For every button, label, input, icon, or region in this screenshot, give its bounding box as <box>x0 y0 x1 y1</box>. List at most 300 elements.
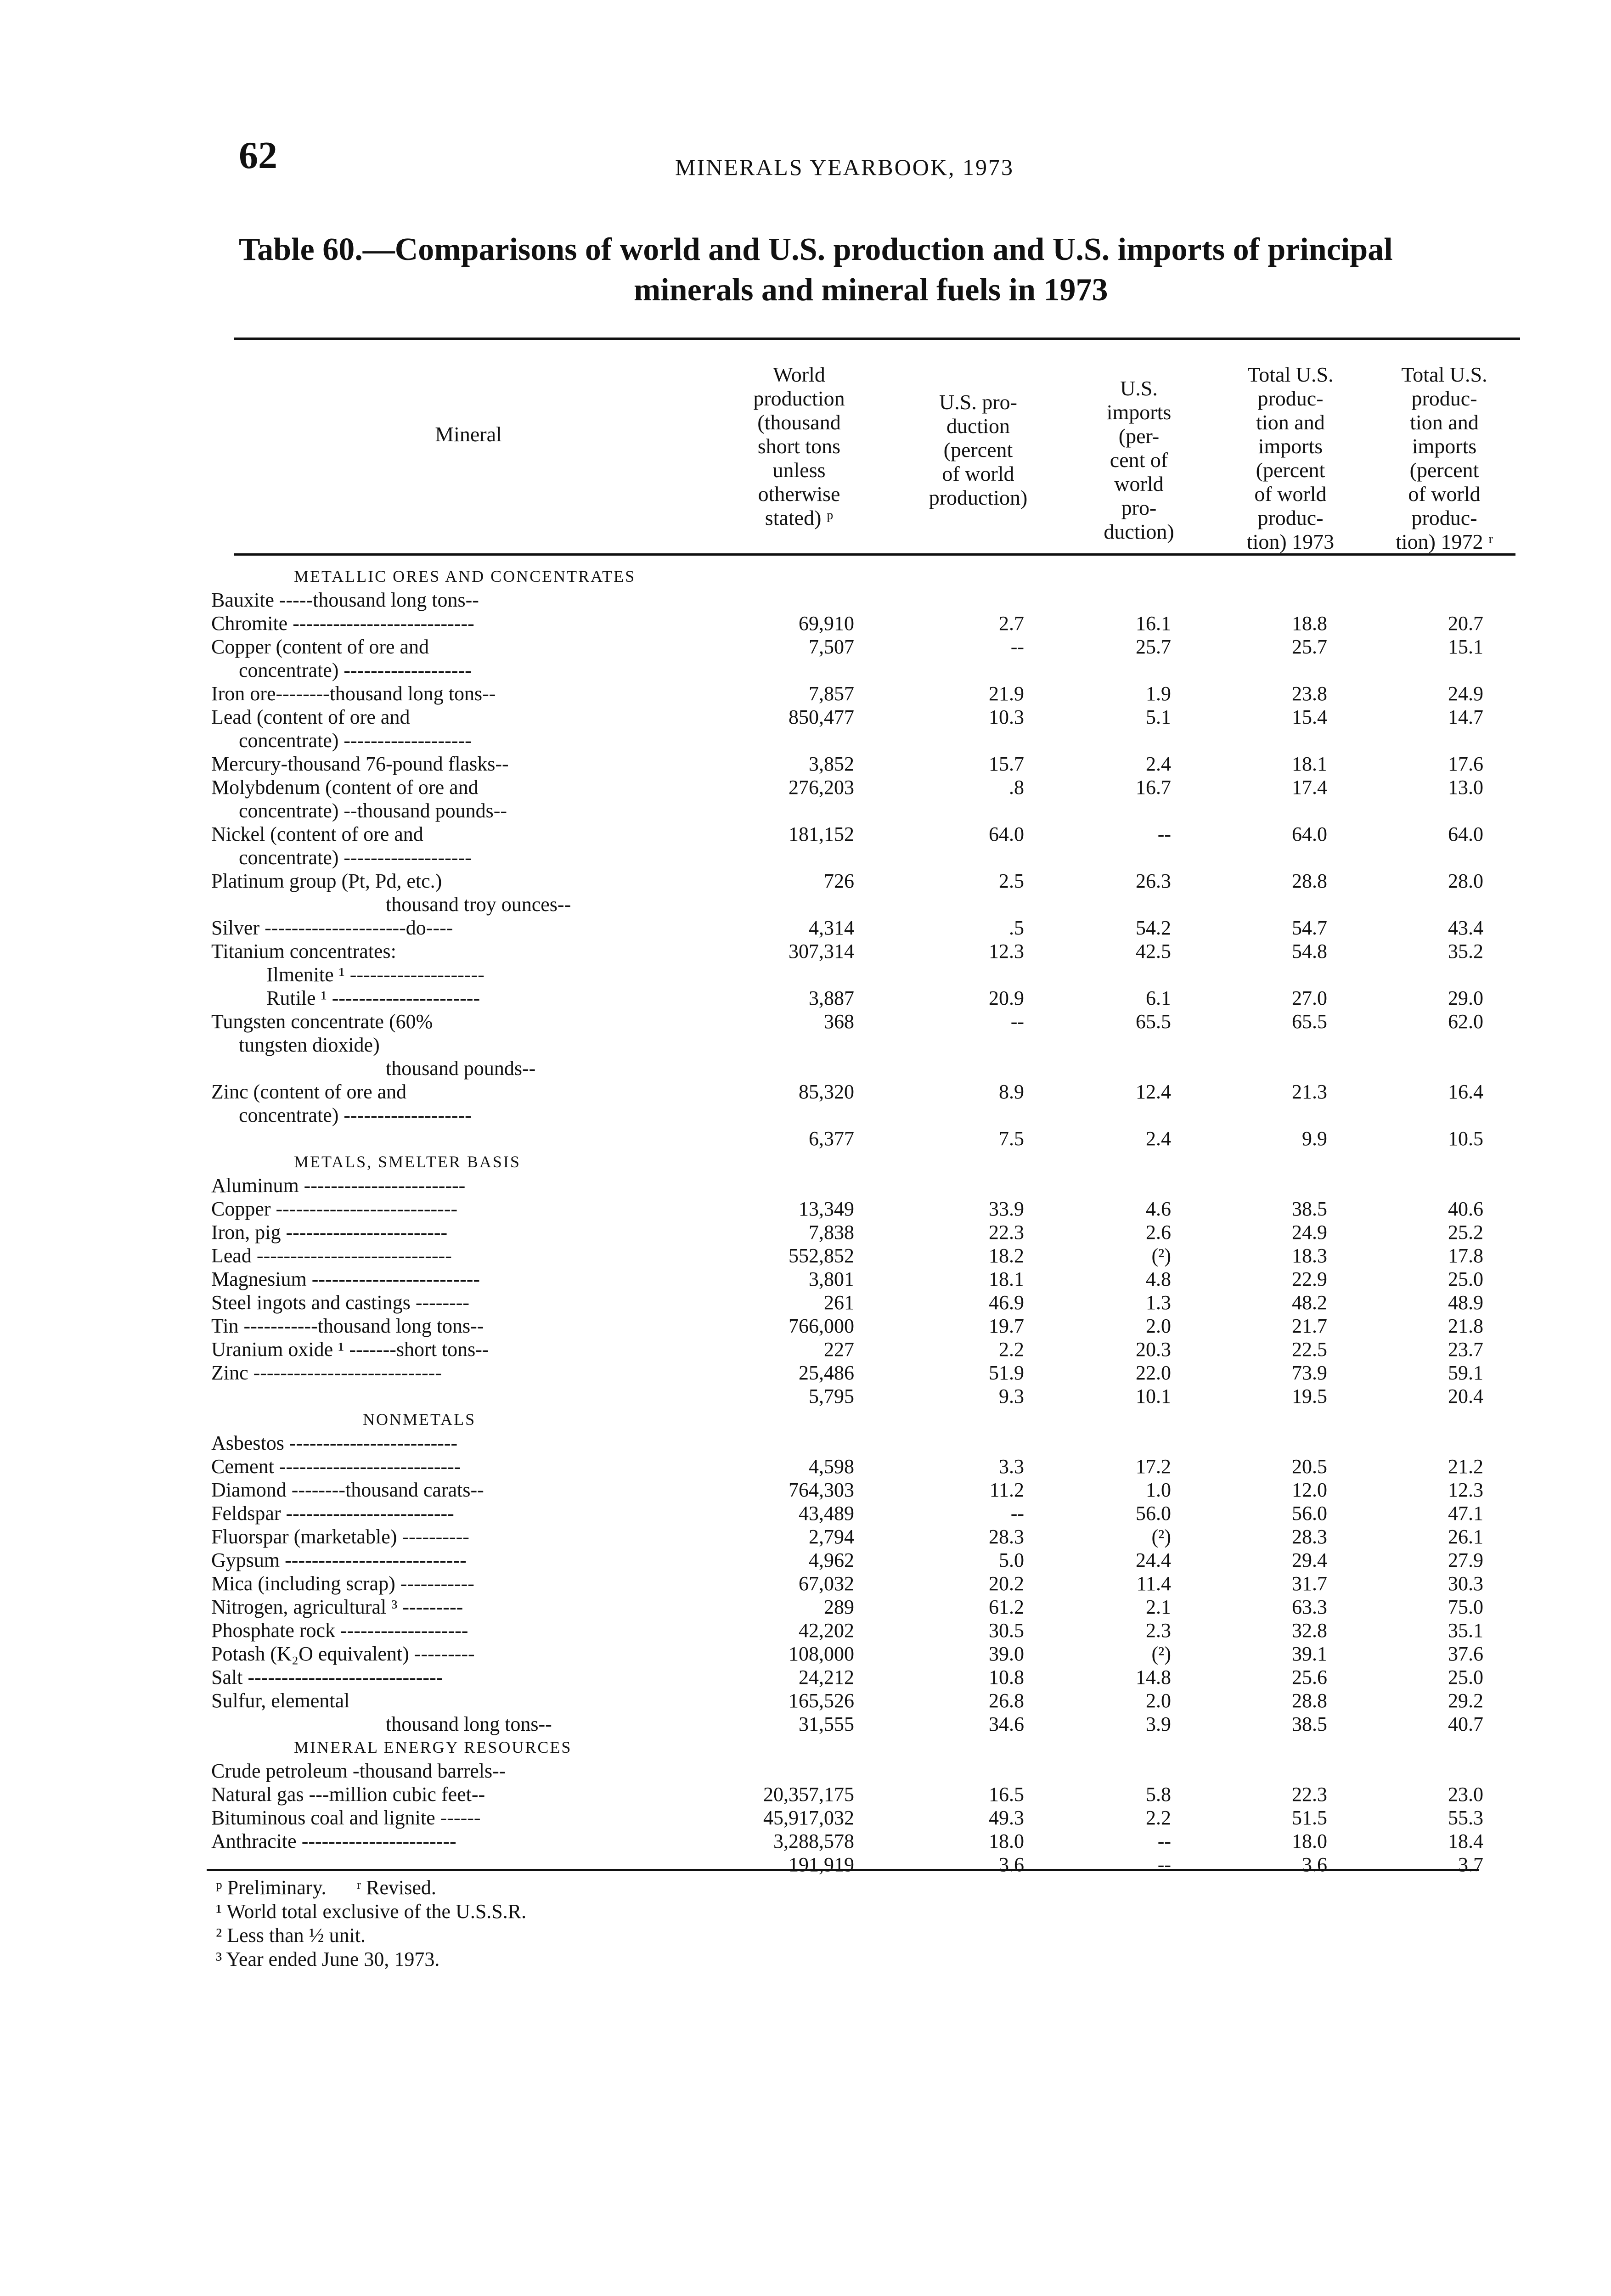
table-row <box>211 893 1511 916</box>
cell-total-1973-pct: 65.5 <box>1292 1010 1327 1033</box>
mineral-label: Iron ore--------thousand long tons-- <box>211 682 496 705</box>
table-row <box>211 916 1511 940</box>
header-line: tion and <box>1410 411 1479 434</box>
mineral-label: Potash (K₂O equivalent) --------- <box>211 1643 475 1665</box>
section-heading <box>211 1408 1511 1431</box>
cell-total-1973-pct: 54.7 <box>1292 917 1327 939</box>
cell-total-1973-pct: 32.8 <box>1292 1619 1327 1642</box>
mineral-label: Titanium concentrates: <box>211 940 396 962</box>
cell-world-production: 368 <box>824 1010 854 1033</box>
cell-total-1972-pct: 20.7 <box>1448 612 1483 635</box>
cell-us-imports-pct: 5.8 <box>1146 1783 1171 1806</box>
cell-total-1972-pct: 23.7 <box>1448 1338 1483 1361</box>
mineral-label: Crude petroleum -thousand barrels-- <box>211 1760 506 1782</box>
cell-us-imports-pct: 1.0 <box>1146 1479 1171 1501</box>
cell-total-1973-pct: 25.7 <box>1292 636 1327 658</box>
header-line: imports <box>1106 400 1172 424</box>
footnote: ¹ World total exclusive of the U.S.S.R. <box>216 1900 527 1923</box>
footnote: ᵖ Preliminary. ʳ Revised. <box>216 1876 436 1899</box>
table-row <box>211 1361 1511 1384</box>
cell-world-production: 67,032 <box>799 1572 854 1595</box>
cell-total-1972-pct: 35.1 <box>1448 1619 1483 1642</box>
cell-total-1972-pct: 43.4 <box>1448 917 1483 939</box>
table-row <box>211 1080 1511 1103</box>
cell-us-production-pct: 10.3 <box>989 706 1024 728</box>
header-line: tion) 1973 <box>1246 530 1335 553</box>
cell-us-imports-pct: 6.1 <box>1146 987 1171 1009</box>
cell-us-imports-pct: 42.5 <box>1136 940 1171 962</box>
mineral-label: Bituminous coal and lignite ------ <box>211 1806 481 1829</box>
header-line: duction <box>946 414 1010 438</box>
cell-total-1973-pct: 19.5 <box>1292 1385 1327 1407</box>
cell-total-1973-pct: 22.5 <box>1292 1338 1327 1361</box>
section-heading <box>211 1736 1511 1759</box>
cell-us-production-pct: 26.8 <box>989 1689 1024 1712</box>
cell-total-1972-pct: 14.7 <box>1448 706 1483 728</box>
header-line: tion) 1972 ʳ <box>1396 530 1493 553</box>
cell-world-production: 764,303 <box>789 1479 854 1501</box>
mineral-label: Phosphate rock ------------------- <box>211 1619 468 1642</box>
cell-us-imports-pct: 10.1 <box>1136 1385 1171 1407</box>
mineral-label: Zinc (content of ore and <box>211 1080 407 1103</box>
header-line: production) <box>929 486 1028 509</box>
mineral-label: Mica (including scrap) ----------- <box>211 1572 474 1595</box>
table-row <box>211 940 1511 963</box>
header-line: world <box>1114 472 1164 495</box>
cell-us-imports-pct: 16.7 <box>1136 776 1171 799</box>
mineral-label: thousand pounds-- <box>386 1057 536 1080</box>
cell-total-1973-pct: 9.9 <box>1302 1127 1327 1150</box>
table-row <box>211 1431 1511 1455</box>
cell-us-production-pct: 20.9 <box>989 987 1024 1009</box>
cell-total-1972-pct: 35.2 <box>1448 940 1483 962</box>
cell-world-production: 289 <box>824 1596 854 1618</box>
cell-total-1973-pct: 3.6 <box>1302 1853 1327 1876</box>
cell-us-imports-pct: 2.4 <box>1146 1127 1171 1150</box>
cell-us-imports-pct: 4.6 <box>1146 1198 1171 1220</box>
cell-us-imports-pct: (²) <box>1151 1643 1171 1665</box>
cell-us-imports-pct: 26.3 <box>1136 870 1171 892</box>
cell-total-1972-pct: 17.8 <box>1448 1244 1483 1267</box>
cell-world-production: 552,852 <box>789 1244 854 1267</box>
cell-us-production-pct: 2.2 <box>999 1338 1024 1361</box>
cell-us-imports-pct: 24.4 <box>1136 1549 1171 1571</box>
cell-total-1973-pct: 18.3 <box>1292 1244 1327 1267</box>
cell-us-production-pct: 19.7 <box>989 1315 1024 1337</box>
cell-total-1972-pct: 18.4 <box>1448 1830 1483 1852</box>
table-row <box>211 1384 1511 1408</box>
cell-world-production: 261 <box>824 1291 854 1314</box>
section-heading <box>211 1150 1511 1174</box>
cell-world-production: 25,486 <box>799 1362 854 1384</box>
cell-world-production: 4,598 <box>809 1455 854 1478</box>
table-title-line-2: minerals and mineral fuels in 1973 <box>634 272 1108 308</box>
table-row <box>211 1548 1511 1572</box>
table-row <box>211 1478 1511 1502</box>
cell-us-imports-pct: 2.2 <box>1146 1806 1171 1829</box>
cell-world-production: 165,526 <box>789 1689 854 1712</box>
table-row <box>211 1572 1511 1595</box>
cell-us-production-pct: 7.5 <box>999 1127 1024 1150</box>
cell-total-1972-pct: 40.7 <box>1448 1713 1483 1735</box>
cell-total-1973-pct: 63.3 <box>1292 1596 1327 1618</box>
cell-us-imports-pct: 4.8 <box>1146 1268 1171 1290</box>
cell-us-production-pct: 16.5 <box>989 1783 1024 1806</box>
table-row <box>211 1689 1511 1712</box>
header-line: cent of <box>1110 448 1168 472</box>
table-row <box>211 1712 1511 1736</box>
cell-us-imports-pct: 65.5 <box>1136 1010 1171 1033</box>
header-line: Total U.S. <box>1247 363 1334 386</box>
table-row <box>211 1127 1511 1150</box>
cell-total-1972-pct: 24.9 <box>1448 682 1483 705</box>
cell-world-production: 4,962 <box>809 1549 854 1571</box>
table-row <box>211 1783 1511 1806</box>
mineral-label: Molybdenum (content of ore and <box>211 776 479 799</box>
cell-us-production-pct: 10.8 <box>989 1666 1024 1688</box>
cell-world-production: 4,314 <box>809 917 854 939</box>
table-title-line-1: Table 60.—Comparisons of world and U.S. production and U.S. imports of principal <box>239 232 1393 267</box>
column-headers <box>234 363 1511 553</box>
section-heading <box>211 565 1511 588</box>
header-line: production <box>753 387 845 410</box>
cell-us-imports-pct: 2.6 <box>1146 1221 1171 1244</box>
table-row <box>211 1174 1511 1197</box>
header-total-1972 <box>1369 363 1520 554</box>
mineral-label: Lead (content of ore and <box>211 706 410 728</box>
table-row <box>211 1057 1511 1080</box>
cell-total-1972-pct: 62.0 <box>1448 1010 1483 1033</box>
table-row <box>211 1033 1511 1057</box>
cell-us-imports-pct: 11.4 <box>1136 1572 1171 1595</box>
mineral-label: concentrate) --thousand pounds-- <box>239 799 507 822</box>
cell-total-1972-pct: 17.6 <box>1448 753 1483 775</box>
cell-us-imports-pct: 56.0 <box>1136 1502 1171 1525</box>
cell-total-1972-pct: 13.0 <box>1448 776 1483 799</box>
cell-us-imports-pct: 16.1 <box>1136 612 1171 635</box>
header-line: (per- <box>1118 424 1160 448</box>
cell-world-production: 43,489 <box>799 1502 854 1525</box>
cell-us-production-pct: 30.5 <box>989 1619 1024 1642</box>
cell-us-production-pct: 11.2 <box>989 1479 1024 1501</box>
cell-us-imports-pct: 2.3 <box>1146 1619 1171 1642</box>
cell-total-1973-pct: 18.1 <box>1292 753 1327 775</box>
cell-us-production-pct: 21.9 <box>989 682 1024 705</box>
header-line: Total U.S. <box>1401 363 1487 386</box>
cell-us-production-pct: 39.0 <box>989 1643 1024 1665</box>
cell-us-production-pct: 8.9 <box>999 1080 1024 1103</box>
cell-us-production-pct: 28.3 <box>989 1525 1024 1548</box>
header-line: tion and <box>1256 411 1325 434</box>
header-line: unless <box>772 458 826 482</box>
mineral-label: Natural gas ---million cubic feet-- <box>211 1783 485 1806</box>
cell-world-production: 13,349 <box>799 1198 854 1220</box>
section-label: METALLIC ORES AND CONCENTRATES <box>294 567 636 585</box>
cell-us-imports-pct: 3.9 <box>1146 1713 1171 1735</box>
cell-us-production-pct: 22.3 <box>989 1221 1024 1244</box>
cell-total-1972-pct: 12.3 <box>1448 1479 1483 1501</box>
table-row <box>211 1291 1511 1314</box>
cell-us-imports-pct: -- <box>1157 823 1171 845</box>
cell-world-production: 7,507 <box>809 636 854 658</box>
cell-world-production: 181,152 <box>789 823 854 845</box>
cell-us-production-pct: 34.6 <box>989 1713 1024 1735</box>
cell-total-1973-pct: 64.0 <box>1292 823 1327 845</box>
header-line: (percent <box>943 438 1013 461</box>
cell-total-1973-pct: 17.4 <box>1292 776 1327 799</box>
mineral-label: Silver ---------------------do---- <box>211 917 453 939</box>
cell-world-production: 766,000 <box>789 1315 854 1337</box>
cell-us-imports-pct: 5.1 <box>1146 706 1171 728</box>
cell-total-1972-pct: 55.3 <box>1448 1806 1483 1829</box>
cell-total-1972-pct: 29.2 <box>1448 1689 1483 1712</box>
cell-world-production: 20,357,175 <box>763 1783 854 1806</box>
header-mineral: Mineral <box>435 422 502 446</box>
mineral-label: Nickel (content of ore and <box>211 823 423 845</box>
cell-total-1973-pct: 38.5 <box>1292 1198 1327 1220</box>
mineral-label: Copper (content of ore and <box>211 636 429 658</box>
cell-world-production: 850,477 <box>789 706 854 728</box>
cell-us-imports-pct: (²) <box>1151 1244 1171 1267</box>
cell-us-imports-pct: -- <box>1157 1830 1171 1852</box>
mineral-label: Magnesium ------------------------- <box>211 1268 480 1290</box>
table-row <box>211 1455 1511 1478</box>
cell-world-production: 191,919 <box>789 1853 854 1876</box>
cell-total-1973-pct: 25.6 <box>1292 1666 1327 1688</box>
cell-world-production: 69,910 <box>799 612 854 635</box>
cell-us-imports-pct: 1.9 <box>1146 682 1171 705</box>
bottom-rule <box>207 1869 1479 1871</box>
cell-total-1973-pct: 18.0 <box>1292 1830 1327 1852</box>
mineral-label: Tin -----------thousand long tons-- <box>211 1315 484 1337</box>
cell-us-production-pct: 3.3 <box>999 1455 1024 1478</box>
cell-total-1972-pct: 28.0 <box>1448 870 1483 892</box>
table-row <box>211 869 1511 893</box>
mineral-label: Rutile ¹ ---------------------- <box>266 987 480 1009</box>
header-line: imports <box>1412 434 1477 458</box>
cell-total-1972-pct: 64.0 <box>1448 823 1483 845</box>
cell-world-production: 2,794 <box>809 1525 854 1548</box>
header-line: U.S. pro- <box>939 390 1017 414</box>
mineral-label: Sulfur, elemental <box>211 1689 350 1712</box>
table-row <box>211 658 1511 682</box>
cell-us-production-pct: 18.2 <box>989 1244 1024 1267</box>
cell-total-1972-pct: 27.9 <box>1448 1549 1483 1571</box>
cell-world-production: 3,887 <box>809 987 854 1009</box>
table-title <box>239 230 1515 310</box>
mineral-label: tungsten dioxide) <box>239 1034 380 1056</box>
cell-total-1972-pct: 25.0 <box>1448 1666 1483 1688</box>
table-row <box>211 1502 1511 1525</box>
cell-total-1972-pct: 3.7 <box>1458 1853 1483 1876</box>
cell-total-1973-pct: 28.8 <box>1292 1689 1327 1712</box>
cell-us-imports-pct: 22.0 <box>1136 1362 1171 1384</box>
cell-total-1972-pct: 15.1 <box>1448 636 1483 658</box>
header-us-production <box>905 390 1052 510</box>
mineral-label: thousand troy ounces-- <box>386 893 571 916</box>
cell-total-1973-pct: 48.2 <box>1292 1291 1327 1314</box>
section-label: NONMETALS <box>363 1410 476 1429</box>
table-body <box>211 565 1511 1876</box>
table-row <box>211 776 1511 799</box>
cell-world-production: 7,857 <box>809 682 854 705</box>
header-line: otherwise <box>758 482 840 506</box>
cell-total-1972-pct: 25.2 <box>1448 1221 1483 1244</box>
cell-us-production-pct: 3.6 <box>999 1853 1024 1876</box>
cell-world-production: 42,202 <box>799 1619 854 1642</box>
cell-total-1973-pct: 73.9 <box>1292 1362 1327 1384</box>
cell-total-1972-pct: 37.6 <box>1448 1643 1483 1665</box>
cell-total-1973-pct: 51.5 <box>1292 1806 1327 1829</box>
cell-total-1972-pct: 40.6 <box>1448 1198 1483 1220</box>
cell-total-1973-pct: 28.3 <box>1292 1525 1327 1548</box>
cell-total-1972-pct: 26.1 <box>1448 1525 1483 1548</box>
mineral-label: Diamond --------thousand carats-- <box>211 1479 484 1501</box>
section-label: MINERAL ENERGY RESOURCES <box>294 1738 572 1756</box>
cell-total-1972-pct: 21.8 <box>1448 1315 1483 1337</box>
table-row <box>211 1666 1511 1689</box>
footnote: ² Less than ½ unit. <box>216 1924 366 1947</box>
mineral-label: Copper --------------------------- <box>211 1198 458 1220</box>
header-line: duction) <box>1104 520 1174 543</box>
cell-total-1973-pct: 29.4 <box>1292 1549 1327 1571</box>
header-line: produc- <box>1257 506 1324 529</box>
mineral-label: Zinc ---------------------------- <box>211 1362 442 1384</box>
header-us-imports <box>1070 377 1208 544</box>
table-row <box>211 1244 1511 1267</box>
cell-world-production: 31,555 <box>799 1713 854 1735</box>
header-line: of world <box>1408 482 1481 506</box>
table-row <box>211 1642 1511 1666</box>
cell-world-production: 276,203 <box>789 776 854 799</box>
cell-total-1972-pct: 47.1 <box>1448 1502 1483 1525</box>
cell-total-1972-pct: 75.0 <box>1448 1596 1483 1618</box>
cell-total-1973-pct: 27.0 <box>1292 987 1327 1009</box>
cell-total-1973-pct: 56.0 <box>1292 1502 1327 1525</box>
mineral-label: Fluorspar (marketable) ---------- <box>211 1525 469 1548</box>
cell-us-production-pct: 12.3 <box>989 940 1024 962</box>
cell-total-1973-pct: 18.8 <box>1292 612 1327 635</box>
cell-us-production-pct: -- <box>1010 636 1024 658</box>
cell-us-production-pct: 46.9 <box>989 1291 1024 1314</box>
cell-us-imports-pct: 17.2 <box>1136 1455 1171 1478</box>
cell-total-1973-pct: 21.7 <box>1292 1315 1327 1337</box>
cell-us-imports-pct: 2.1 <box>1146 1596 1171 1618</box>
cell-total-1972-pct: 30.3 <box>1448 1572 1483 1595</box>
mineral-label: Ilmenite ¹ -------------------- <box>266 963 484 986</box>
table-row <box>211 588 1511 612</box>
mineral-label: Anthracite ----------------------- <box>211 1830 456 1852</box>
mineral-label: Mercury-thousand 76-pound flasks-- <box>211 753 509 775</box>
cell-us-production-pct: 2.7 <box>999 612 1024 635</box>
cell-us-production-pct: 15.7 <box>989 753 1024 775</box>
cell-total-1973-pct: 24.9 <box>1292 1221 1327 1244</box>
table-row <box>211 1853 1511 1876</box>
table-row <box>211 1103 1511 1127</box>
cell-us-production-pct: 2.5 <box>999 870 1024 892</box>
cell-total-1973-pct: 28.8 <box>1292 870 1327 892</box>
table-row <box>211 986 1511 1010</box>
header-line: of world <box>942 462 1014 485</box>
cell-total-1973-pct: 15.4 <box>1292 706 1327 728</box>
cell-us-imports-pct: 1.3 <box>1146 1291 1171 1314</box>
cell-world-production: 227 <box>824 1338 854 1361</box>
table-row <box>211 1829 1511 1853</box>
table-row <box>211 682 1511 705</box>
cell-us-production-pct: .8 <box>1009 776 1024 799</box>
mineral-label: Platinum group (Pt, Pd, etc.) <box>211 870 442 892</box>
cell-world-production: 3,852 <box>809 753 854 775</box>
cell-world-production: 7,838 <box>809 1221 854 1244</box>
cell-world-production: 726 <box>824 870 854 892</box>
header-line: short tons <box>757 434 841 458</box>
cell-us-imports-pct: -- <box>1157 1853 1171 1876</box>
cell-total-1972-pct: 10.5 <box>1448 1127 1483 1150</box>
cell-world-production: 24,212 <box>799 1666 854 1688</box>
cell-us-imports-pct: 2.4 <box>1146 753 1171 775</box>
cell-us-imports-pct: 12.4 <box>1136 1080 1171 1103</box>
mineral-label: Feldspar ------------------------- <box>211 1502 454 1525</box>
table-row <box>211 1806 1511 1829</box>
mineral-label: Nitrogen, agricultural ³ --------- <box>211 1596 463 1618</box>
cell-total-1972-pct: 21.2 <box>1448 1455 1483 1478</box>
header-rule <box>234 553 1515 556</box>
cell-us-production-pct: 64.0 <box>989 823 1024 845</box>
cell-us-production-pct: 51.9 <box>989 1362 1024 1384</box>
table-row <box>211 729 1511 752</box>
table-row <box>211 612 1511 635</box>
mineral-label: concentrate) ------------------- <box>239 729 472 752</box>
mineral-label: thousand long tons-- <box>386 1713 552 1735</box>
cell-us-imports-pct: 2.0 <box>1146 1689 1171 1712</box>
cell-total-1972-pct: 23.0 <box>1448 1783 1483 1806</box>
mineral-label: Bauxite -----thousand long tons-- <box>211 589 479 611</box>
cell-total-1973-pct: 31.7 <box>1292 1572 1327 1595</box>
table-row <box>211 635 1511 658</box>
cell-us-production-pct: .5 <box>1009 917 1024 939</box>
header-line: (percent <box>1409 458 1479 482</box>
mineral-label: concentrate) ------------------- <box>239 659 472 681</box>
table-row <box>211 1338 1511 1361</box>
cell-world-production: 3,801 <box>809 1268 854 1290</box>
header-line: pro- <box>1121 496 1157 519</box>
cell-world-production: 108,000 <box>789 1643 854 1665</box>
mineral-label: concentrate) ------------------- <box>239 1104 472 1126</box>
cell-total-1973-pct: 21.3 <box>1292 1080 1327 1103</box>
header-line: stated) ᵖ <box>765 506 834 529</box>
mineral-label: Iron, pig ------------------------ <box>211 1221 448 1244</box>
header-line: U.S. <box>1120 377 1158 400</box>
cell-total-1973-pct: 22.9 <box>1292 1268 1327 1290</box>
table-row <box>211 1314 1511 1338</box>
mineral-label: Uranium oxide ¹ -------short tons-- <box>211 1338 489 1361</box>
mineral-label: Cement --------------------------- <box>211 1455 461 1478</box>
header-line: produc- <box>1411 387 1477 410</box>
cell-us-imports-pct: 54.2 <box>1136 917 1171 939</box>
top-rule <box>234 338 1520 340</box>
cell-us-production-pct: 5.0 <box>999 1549 1024 1571</box>
cell-total-1973-pct: 39.1 <box>1292 1643 1327 1665</box>
header-line: produc- <box>1257 387 1324 410</box>
footnote: ³ Year ended June 30, 1973. <box>216 1948 440 1970</box>
cell-world-production: 307,314 <box>789 940 854 962</box>
cell-total-1973-pct: 54.8 <box>1292 940 1327 962</box>
cell-world-production: 85,320 <box>799 1080 854 1103</box>
table-row <box>211 799 1511 822</box>
cell-total-1973-pct: 38.5 <box>1292 1713 1327 1735</box>
table-row <box>211 1221 1511 1244</box>
table-row <box>211 1525 1511 1548</box>
